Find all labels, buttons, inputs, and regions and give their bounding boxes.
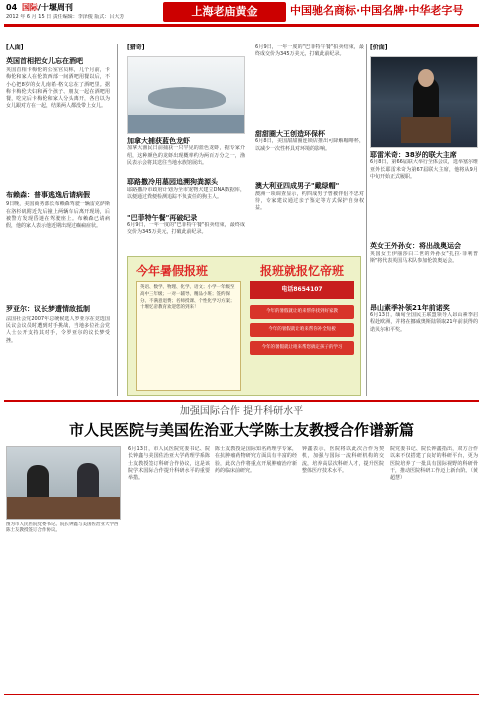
brand-slogan: 中国驰名商标·中国名牌·中华老字号 [290,4,464,17]
headline: 耶雷米奇：38岁的联大主席 [370,151,457,159]
feature-column: 院党委书记、院长钟鑫指出，双方合作以来不仅搭建了良好的科研平台，更为医院培养了一批具有国际视野的科研骨干，推动医院科研工作迈上新台阶。（黄超慧） [390,446,478,481]
jeremic-photo [370,56,478,148]
feature-column: 陈士友教授是国际知名药理学专家，在抗肿瘤药物研究方面具有丰富的经验，此次合作将重点开展肿瘤治疗新药的临床前研究。 [215,446,297,474]
header-divider [4,24,479,27]
headline: 英女王外孙女：将出战奥运会 [370,242,461,251]
feature-column: 6月13日，市人民医院党委书记、院长钟鑫与美国佐治亚大学药理学系陈士友教授签订科研合作协议，这是该院学术国际合作提升科研水平的重要举措。 [128,446,210,481]
photo-subject [148,87,226,109]
article-body: 9日晚，美国商务部长布赖森驾驶一辆雷克萨斯在洛杉矶附近先后撞上两辆车后离开现场，后被警方发现昏迷在驾驶座上。布赖森已请病假，他的家人表示他近期出现过癫痫症状。 [6,201,110,230]
article-body: 耶路撒冷市政府计划为全市宠物犬建立DNA数据库，以便通过粪便检测追踪不负责任的狗主人。 [127,186,245,201]
article-body: 6月9日，一年一度的"巴菲特午餐"拍卖结束，最终成交价为345万美元，打破此前纪录。 [127,222,245,236]
feature-subtitle: 加强国际合作 提升科研水平 [179,406,304,417]
headline: 耶路撒冷用墓园追溯狗粪源头 [127,178,218,187]
headline: 加拿大捕获蓝色龙虾 [127,137,190,145]
ad-banner: 今年的暑假就让咱来帮你找到好家教 [250,305,354,319]
ad-title: 报班就报忆帝班 [260,264,345,278]
article-body: 英国首相卡梅伦的公室官员称，几个月前，卡梅伦和家人在伦敦西部一间酒吧用餐以后，不小心把8岁的女儿南希·格文忘在了酒吧里。据称卡梅伦夫妇和两个孩子、朋友一起在酒吧用餐，吃完后卡梅伦和家人分头离开，各自以为女儿跟对方在一起，结果两人都没带上女儿。 [6,67,110,110]
headline: 甜甜圈大王创造环保杯 [255,130,325,138]
ad-title: 今年暑假报班 [136,264,209,278]
headline: 罗亚尔：议长梦遭情敌抵制 [6,305,90,314]
article-body: 英国女王伊丽莎白二世的外孙女"扎拉·菲利普斯"将代表英国马术队参加伦敦奥运会。 [370,250,478,265]
column-tag: [猎奇] [127,44,145,51]
photo-desk [7,497,120,519]
ad-banner: 今年的暑假就让咱来帮您搞定孩子的学习 [250,341,354,355]
column-oddities [127,137,245,254]
feature-column: 钟鑫表示，医院将以此次合作为契机，加强与国际一流科研机构的交流，培养高层次科研人才，提升医院整体医疗技术水平。 [302,446,384,474]
section-name: 国际 [21,3,38,12]
column-divider [117,44,118,396]
ad-phone: 电话8654107 [250,281,354,299]
page-number: 04 [6,3,18,12]
column-tag: [价面] [370,44,388,51]
tutoring-advertisement [127,256,361,396]
headline: 英国首相把女儿忘在酒吧 [6,56,83,65]
photo-background [128,115,244,133]
feature-title: 市人民医院与美国佐治亚大学陈士友教授合作谱新篇 [68,421,414,439]
subsection-name: /十堰周刊 [37,3,73,12]
blue-lobster-photo [127,56,245,134]
section-divider [4,400,479,402]
photo-caption: 图为市人民医院党委书记、院长钟鑫与美国佐治亚大学西陈士友教授签订合作协议。 [6,522,119,534]
ad-banner: 今年的暑假就让咱来帮你补全短板 [250,323,354,337]
article-body: 加拿大渔民日前捕获一只罕见的蓝色龙虾，据专家介绍，这种颜色的龙虾出现概率约为两百万分之一，渔民表示会将其送往当地水族馆展出。 [127,145,245,166]
column-people [6,44,110,396]
ad-details: 英语、数学、物理、化学、语文；小学一年级至高中三年级；一对一辅导、精品小班；签约保分、不满意退费；名师授课、个性化学习方案；十堰忆帝教育欢迎您的到来！ [136,281,241,391]
headline: 昂山素季补领21年前诺奖 [370,303,450,312]
article-body: 6月13日，缅甸全国民主联盟领导人昂山素季启程赴欧洲，并将在挪威奥斯陆领取21年前获得的诺贝尔和平奖。 [370,312,478,333]
footer-divider [4,694,479,695]
date-line: 2012 年 6 月 15 日 责任编辑：李泽俊 版式：吕大芳 [6,14,125,20]
article-body: 6月8日，第66届联大举行全体会议，选举塞尔维亚外长耶雷米奇为第67届联大主席，他将从9月中旬开始正式履职。 [370,159,478,180]
headline: 澳大利亚四成男子"戴绿帽" [255,182,340,191]
column-oddities-continued [255,44,364,254]
article-body: 6月9日，一年一度的"巴菲特午餐"拍卖结束，最终成交价为345万美元，打破此前纪录。 [255,44,364,58]
photo-subject-face [418,69,434,87]
column-world-figures [370,151,478,396]
article-body: 6月8日，美国甜甜圈连锁店推出可降解咖啡杯，以减少一次性杯具对环境的影响。 [255,138,364,152]
podium [401,117,451,143]
column-divider [366,44,367,396]
page-number-section [6,2,73,14]
article-body: 法国社会党2007年总统候选人罗亚尔在竞选国民议会议员时遭到对手挑战，当地多位社会党人士公开支持其对手，令罗亚尔的议长梦受挫。 [6,315,110,344]
column-tag: [人面] [6,44,24,51]
article-body: 澳洲一项调查显示，约四成男子曾被伴侣不忠对待，专家建议通过亲子鉴定等方式保护自身权益。 [255,190,364,212]
headline: "巴菲特午餐"再破纪录 [127,213,198,222]
brand-logo: 上海老庙黄金 [163,2,286,22]
signing-ceremony-photo [6,446,121,520]
headline: 布赖森：普事逃逸后请病假 [6,191,90,200]
